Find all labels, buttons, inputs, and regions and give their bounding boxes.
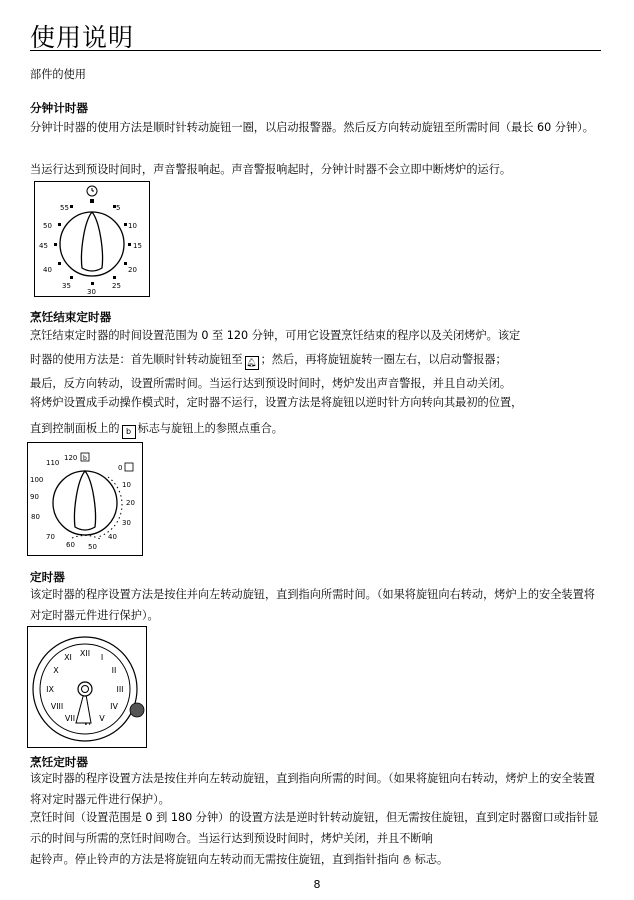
clock-hub: [78, 682, 92, 696]
numeral-VII: VII: [64, 714, 76, 723]
dial-label-55: 55: [60, 204, 69, 212]
dial-label-40: 40: [43, 266, 52, 274]
section-cooking-timer-heading: 烹饪定时器: [30, 755, 88, 769]
manual-mode-symbol-icon: b: [122, 425, 136, 439]
dial-label-25: 25: [112, 282, 121, 290]
minute-timer-dial: [35, 182, 149, 296]
clock-timer-figure: [27, 626, 147, 748]
dial-label-30: 30: [122, 519, 131, 527]
minute-timer-dial-figure: [34, 181, 150, 297]
clock-timer-dial: [28, 627, 146, 747]
numeral-V: V: [99, 714, 105, 723]
page-number: 8: [313, 878, 321, 891]
bell-symbol-icon: 🔔︎: [245, 356, 259, 370]
section-timer-para1: 该定时器的程序设置方法是按住并向左转动旋钮，直到指向所需时间。（如果将旋钮向右转动，烤炉上的安全装置将对定时器元件进行保护）。: [30, 588, 595, 622]
section-minute-timer-heading: 分钟计时器: [30, 101, 88, 115]
numeral-III: III: [116, 685, 124, 694]
dial-label-20: 20: [128, 266, 137, 274]
end-timer-dial-figure: [27, 442, 143, 556]
dial-label-35: 35: [62, 282, 71, 290]
dial-label-40: 40: [108, 533, 117, 541]
numeral-XI: XI: [64, 653, 72, 662]
end-timer-dial: [28, 443, 142, 555]
bell-icon: [125, 463, 133, 471]
section-end-timer-line1: 烹饪结束定时器的时间设置范围为 0 至 120 分钟，可用它设置烹饪结束的程序以及关闭烤炉。该定: [30, 329, 521, 342]
dial-label-60: 60: [66, 541, 75, 549]
numeral-IV: IV: [110, 702, 118, 711]
dial-label-90: 90: [30, 493, 39, 501]
section-end-timer-line3: 最后，反方向转动，设置所需时间。当运行达到预设时间时，烤炉发出声音警报，并且自动关闭。: [30, 377, 512, 390]
dial-label-30: 30: [87, 288, 96, 296]
section-cooking-timer-para3: 起铃声。停止铃声的方法是将旋钮向左转动而无需按住旋钮，直到指针指向 ✋︎ 标志。: [30, 849, 602, 871]
dial-label-50: 50: [43, 222, 52, 230]
svg-text:b: b: [83, 455, 87, 462]
dial-label-120: 120: [64, 454, 78, 462]
dial-label-15: 15: [133, 242, 142, 250]
section-timer-heading: 定时器: [30, 570, 65, 584]
title-divider: [30, 50, 601, 51]
numeral-XII: XII: [79, 649, 91, 658]
section-cooking-timer-para1: 该定时器的程序设置方法是按住并向左转动旋钮，直到指向所需的时间。（如果将旋钮向右转动，烤炉上的安全装置将对定时器元件进行保护）。: [30, 772, 595, 806]
intro-heading: 部件的使用: [30, 68, 86, 81]
numeral-IX: IX: [46, 685, 54, 694]
section-minute-timer-para2: 当运行达到预设时间时，声音警报响起。声音警报响起时，分钟计时器不会立即中断烤炉的运行。: [30, 163, 512, 176]
section-end-timer-line2: 时器的使用方法是：首先顺时针转动旋钮至 🔔︎ ；然后，再将旋钮旋转一圈左右，以启动警报器；: [30, 349, 602, 370]
dial-label-20: 20: [126, 499, 135, 507]
section-end-timer-heading: 烹饪结束定时器: [30, 310, 112, 324]
section-end-timer-line5: 直到控制面板上的 b 标志与旋钮上的参照点重合。: [30, 418, 602, 439]
dial-label-100: 100: [30, 476, 44, 484]
numeral-I: I: [100, 653, 104, 662]
dial-label-70: 70: [46, 533, 55, 541]
numeral-VIII: VIII: [50, 702, 64, 711]
clock-knob: [130, 703, 144, 717]
dial-label-10: 10: [122, 481, 131, 489]
dial-label-10: 10: [128, 222, 137, 230]
hand-stop-icon: ✋︎: [403, 853, 411, 868]
section-minute-timer-para1: 分钟计时器的使用方法是顺时针转动旋钮一圈，以启动报警器。然后反方向转动旋钮至所需时间（最长 60 分钟）。: [30, 121, 594, 134]
numeral-X: X: [53, 666, 59, 675]
section-end-timer-line4: 将烤炉设置成手动操作模式时，定时器不运行，设置方法是将旋钮以逆时针方向转向其最初的位置，: [30, 396, 523, 409]
dial-label-5: 5: [116, 204, 121, 212]
page-title: 使用说明: [30, 23, 135, 52]
dial-label-80: 80: [31, 513, 40, 521]
dial-label-0: 0: [118, 464, 123, 472]
dial-label-110: 110: [46, 459, 60, 467]
dial-label-50: 50: [88, 543, 97, 551]
section-cooking-timer-para2: 烹饪时间（设置范围是 0 到 180 分钟）的设置方法是逆时针转动旋钮，但无需按住旋钮，直到定时器窗口或指针显示的时间与所需的烹饪时间吻合。当运行达到预设时间时，烤炉关闭，并且不断响: [30, 811, 599, 845]
numeral-II: II: [111, 666, 117, 675]
dial-label-45: 45: [39, 242, 48, 250]
